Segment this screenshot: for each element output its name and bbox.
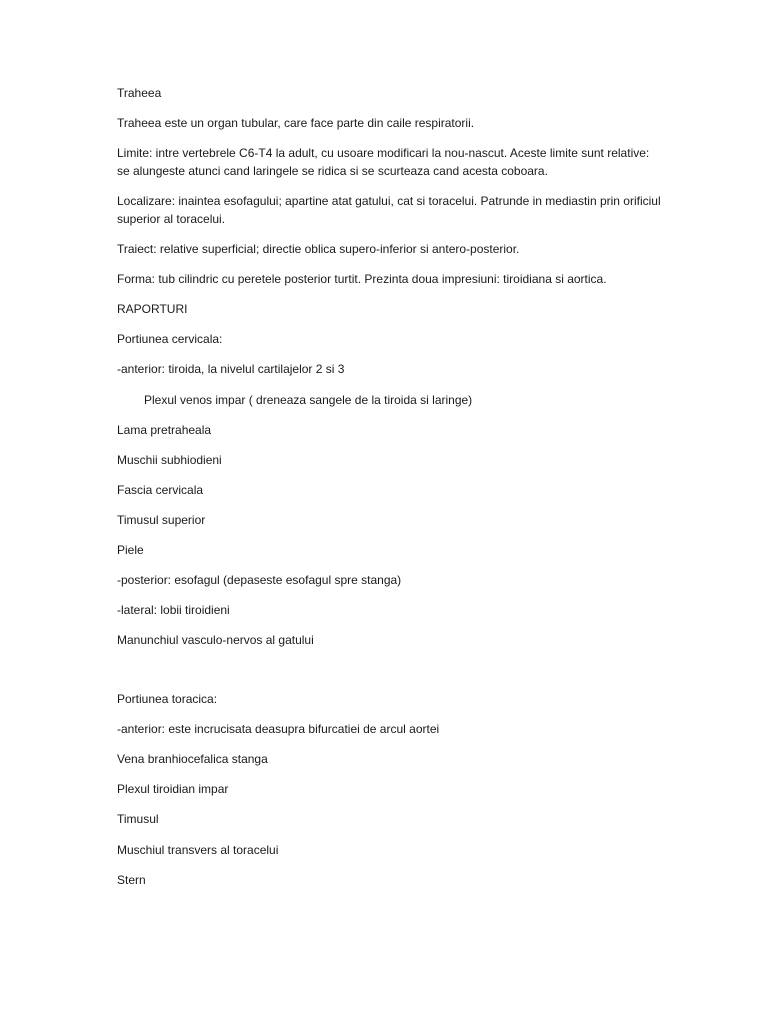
thoracic-line: Muschiul transvers al toracelui xyxy=(117,843,279,857)
thoracic-line: Plexul tiroidian impar xyxy=(117,782,229,796)
paragraph-course: Traiect: relative superficial; directie oblica supero-inferior si antero-posterior. xyxy=(117,242,520,256)
thoracic-line: -anterior: este incrucisata deasupra bifurcatiei de arcul aortei xyxy=(117,722,440,736)
section-heading: RAPORTURI xyxy=(117,302,188,316)
cervical-line: Lama pretraheala xyxy=(117,423,212,437)
document-title: Traheea xyxy=(117,86,162,100)
cervical-line: Timusul superior xyxy=(117,513,206,527)
thoracic-line: Vena branhiocefalica stanga xyxy=(117,752,268,766)
cervical-line: -anterior: tiroida, la nivelul cartilajelor 2 si 3 xyxy=(117,362,345,376)
paragraph-definition: Traheea este un organ tubular, care face parte din caile respiratorii. xyxy=(117,116,475,130)
thoracic-heading: Portiunea toracica: xyxy=(117,692,218,706)
paragraph-shape: Forma: tub cilindric cu peretele posterior turtit. Prezinta doua impresiuni: tiroidiana si aortica. xyxy=(117,272,607,286)
thoracic-line: Timusul xyxy=(117,812,159,826)
cervical-line: Muschii subhiodieni xyxy=(117,453,222,467)
thoracic-line: Stern xyxy=(117,873,146,887)
paragraph-limits: Limite: intre vertebrele C6-T4 la adult, cu usoare modificari la nou-nascut. Aceste limite sunt relative: se alungeste atunci cand laringele se ridica si se scurteaza cand acesta coboara. xyxy=(117,146,650,178)
cervical-line: -lateral: lobii tiroidieni xyxy=(117,603,230,617)
cervical-line: Piele xyxy=(117,543,144,557)
cervical-line: Fascia cervicala xyxy=(117,483,204,497)
cervical-heading: Portiunea cervicala: xyxy=(117,332,223,346)
cervical-line: -posterior: esofagul (depaseste esofagul spre stanga) xyxy=(117,573,402,587)
cervical-line: Manunchiul vasculo-nervos al gatului xyxy=(117,633,314,647)
cervical-line: Plexul venos impar ( dreneaza sangele de la tiroida si laringe) xyxy=(144,393,473,407)
paragraph-location: Localizare: inaintea esofagului; apartine atat gatului, cat si toracelui. Patrunde in mediastin prin orificiul superior al toracelui. xyxy=(117,194,661,226)
